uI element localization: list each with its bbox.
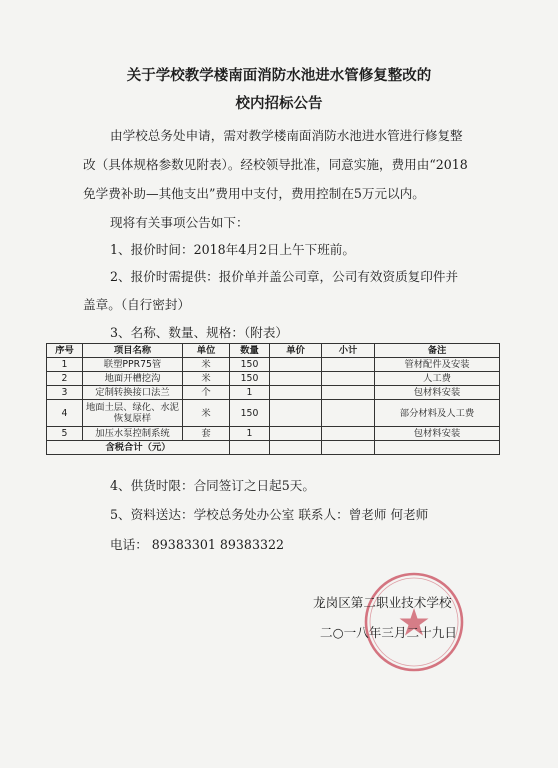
cell-no: 2 xyxy=(47,372,83,386)
cell-subtotal xyxy=(322,400,375,427)
table-total-row xyxy=(47,441,500,455)
cell-unit: 米 xyxy=(183,358,230,372)
item-spec-heading: 3、名称、数量、规格：（附表） xyxy=(110,325,289,340)
table-row xyxy=(47,372,500,386)
cell-unit: 个 xyxy=(183,386,230,400)
header-cell: 备注 xyxy=(375,344,500,358)
total-price xyxy=(270,441,322,455)
cell-price xyxy=(270,358,322,372)
header-cell: 数量 xyxy=(230,344,270,358)
cell-price xyxy=(270,400,322,427)
header-cell: 序号 xyxy=(47,344,83,358)
paragraph-line: 由学校总务处申请，需对教学楼南面消防水池进水管进行修复整 xyxy=(110,128,463,143)
cell-subtotal xyxy=(322,427,375,441)
table-row xyxy=(47,386,500,400)
cell-unit: 米 xyxy=(183,372,230,386)
header-cell: 小计 xyxy=(322,344,375,358)
item-quote-time: 1、报价时间：2018年4月2日上午下班前。 xyxy=(110,242,355,257)
cell-subtotal xyxy=(322,358,375,372)
paragraph-line: 免学费补助—其他支出”费用中支付，费用控制在5万元以内。 xyxy=(83,186,425,201)
cell-name: 地面土层、绿化、水泥恢复原样 xyxy=(83,400,183,427)
cell-remark: 人工费 xyxy=(375,372,500,386)
cell-remark: 包材料安装 xyxy=(375,427,500,441)
cell-name: 定制转换接口法兰 xyxy=(83,386,183,400)
table-row xyxy=(47,358,500,372)
bid-items-table xyxy=(46,343,500,455)
cell-no: 1 xyxy=(47,358,83,372)
cell-unit: 米 xyxy=(183,400,230,427)
cell-unit: 套 xyxy=(183,427,230,441)
notice-title-line2: 校内招标公告 xyxy=(235,96,323,112)
cell-name: 加压水泵控制系统 xyxy=(83,427,183,441)
cell-price xyxy=(270,386,322,400)
cell-price xyxy=(270,372,322,386)
cell-no: 5 xyxy=(47,427,83,441)
header-cell: 单位 xyxy=(183,344,230,358)
cell-name: 地面开槽挖沟 xyxy=(83,372,183,386)
header-cell: 项目名称 xyxy=(83,344,183,358)
header-cell: 单价 xyxy=(270,344,322,358)
cell-qty: 150 xyxy=(230,358,270,372)
paragraph-line: 现将有关事项公告如下： xyxy=(110,215,249,230)
signature-date: 二○一八年三月二十九日 xyxy=(320,625,457,640)
cell-no: 3 xyxy=(47,386,83,400)
paragraph-line: 改（具体规格参数见附表）。经校领导批准，同意实施，费用由“2018 xyxy=(83,157,468,172)
table-header-row xyxy=(47,344,500,358)
item-submission: 5、资料送达：学校总务处办公室 联系人：曾老师 何老师 xyxy=(110,507,429,522)
cell-subtotal xyxy=(322,372,375,386)
total-remark xyxy=(375,441,500,455)
item-required-docs: 2、报价时需提供：报价单并盖公司章，公司有效资质复印件并 xyxy=(110,269,459,284)
cell-no: 4 xyxy=(47,400,83,427)
total-qty xyxy=(230,441,270,455)
notice-title-line1: 关于学校教学楼南面消防水池进水管修复整改的 xyxy=(126,68,432,84)
cell-price xyxy=(270,427,322,441)
cell-qty: 150 xyxy=(230,400,270,427)
table-row xyxy=(47,427,500,441)
school-name-signature: 龙岗区第二职业技术学校 xyxy=(313,595,452,610)
cell-remark: 部分材料及人工费 xyxy=(375,400,500,427)
item-delivery-time: 4、供货时限：合同签订之日起5天。 xyxy=(110,478,315,493)
item-required-docs-cont: 盖章。（自行密封） xyxy=(83,297,191,312)
cell-remark: 管材配件及安装 xyxy=(375,358,500,372)
cell-qty: 150 xyxy=(230,372,270,386)
cell-qty: 1 xyxy=(230,386,270,400)
cell-subtotal xyxy=(322,386,375,400)
cell-qty: 1 xyxy=(230,427,270,441)
total-subtotal xyxy=(322,441,375,455)
phone-line: 电话： 89383301 89383322 xyxy=(110,537,284,552)
total-label: 含税合计（元） xyxy=(47,441,230,455)
cell-remark: 包材料安装 xyxy=(375,386,500,400)
cell-name: 联塑PPR75管 xyxy=(83,358,183,372)
table-row xyxy=(47,400,500,427)
